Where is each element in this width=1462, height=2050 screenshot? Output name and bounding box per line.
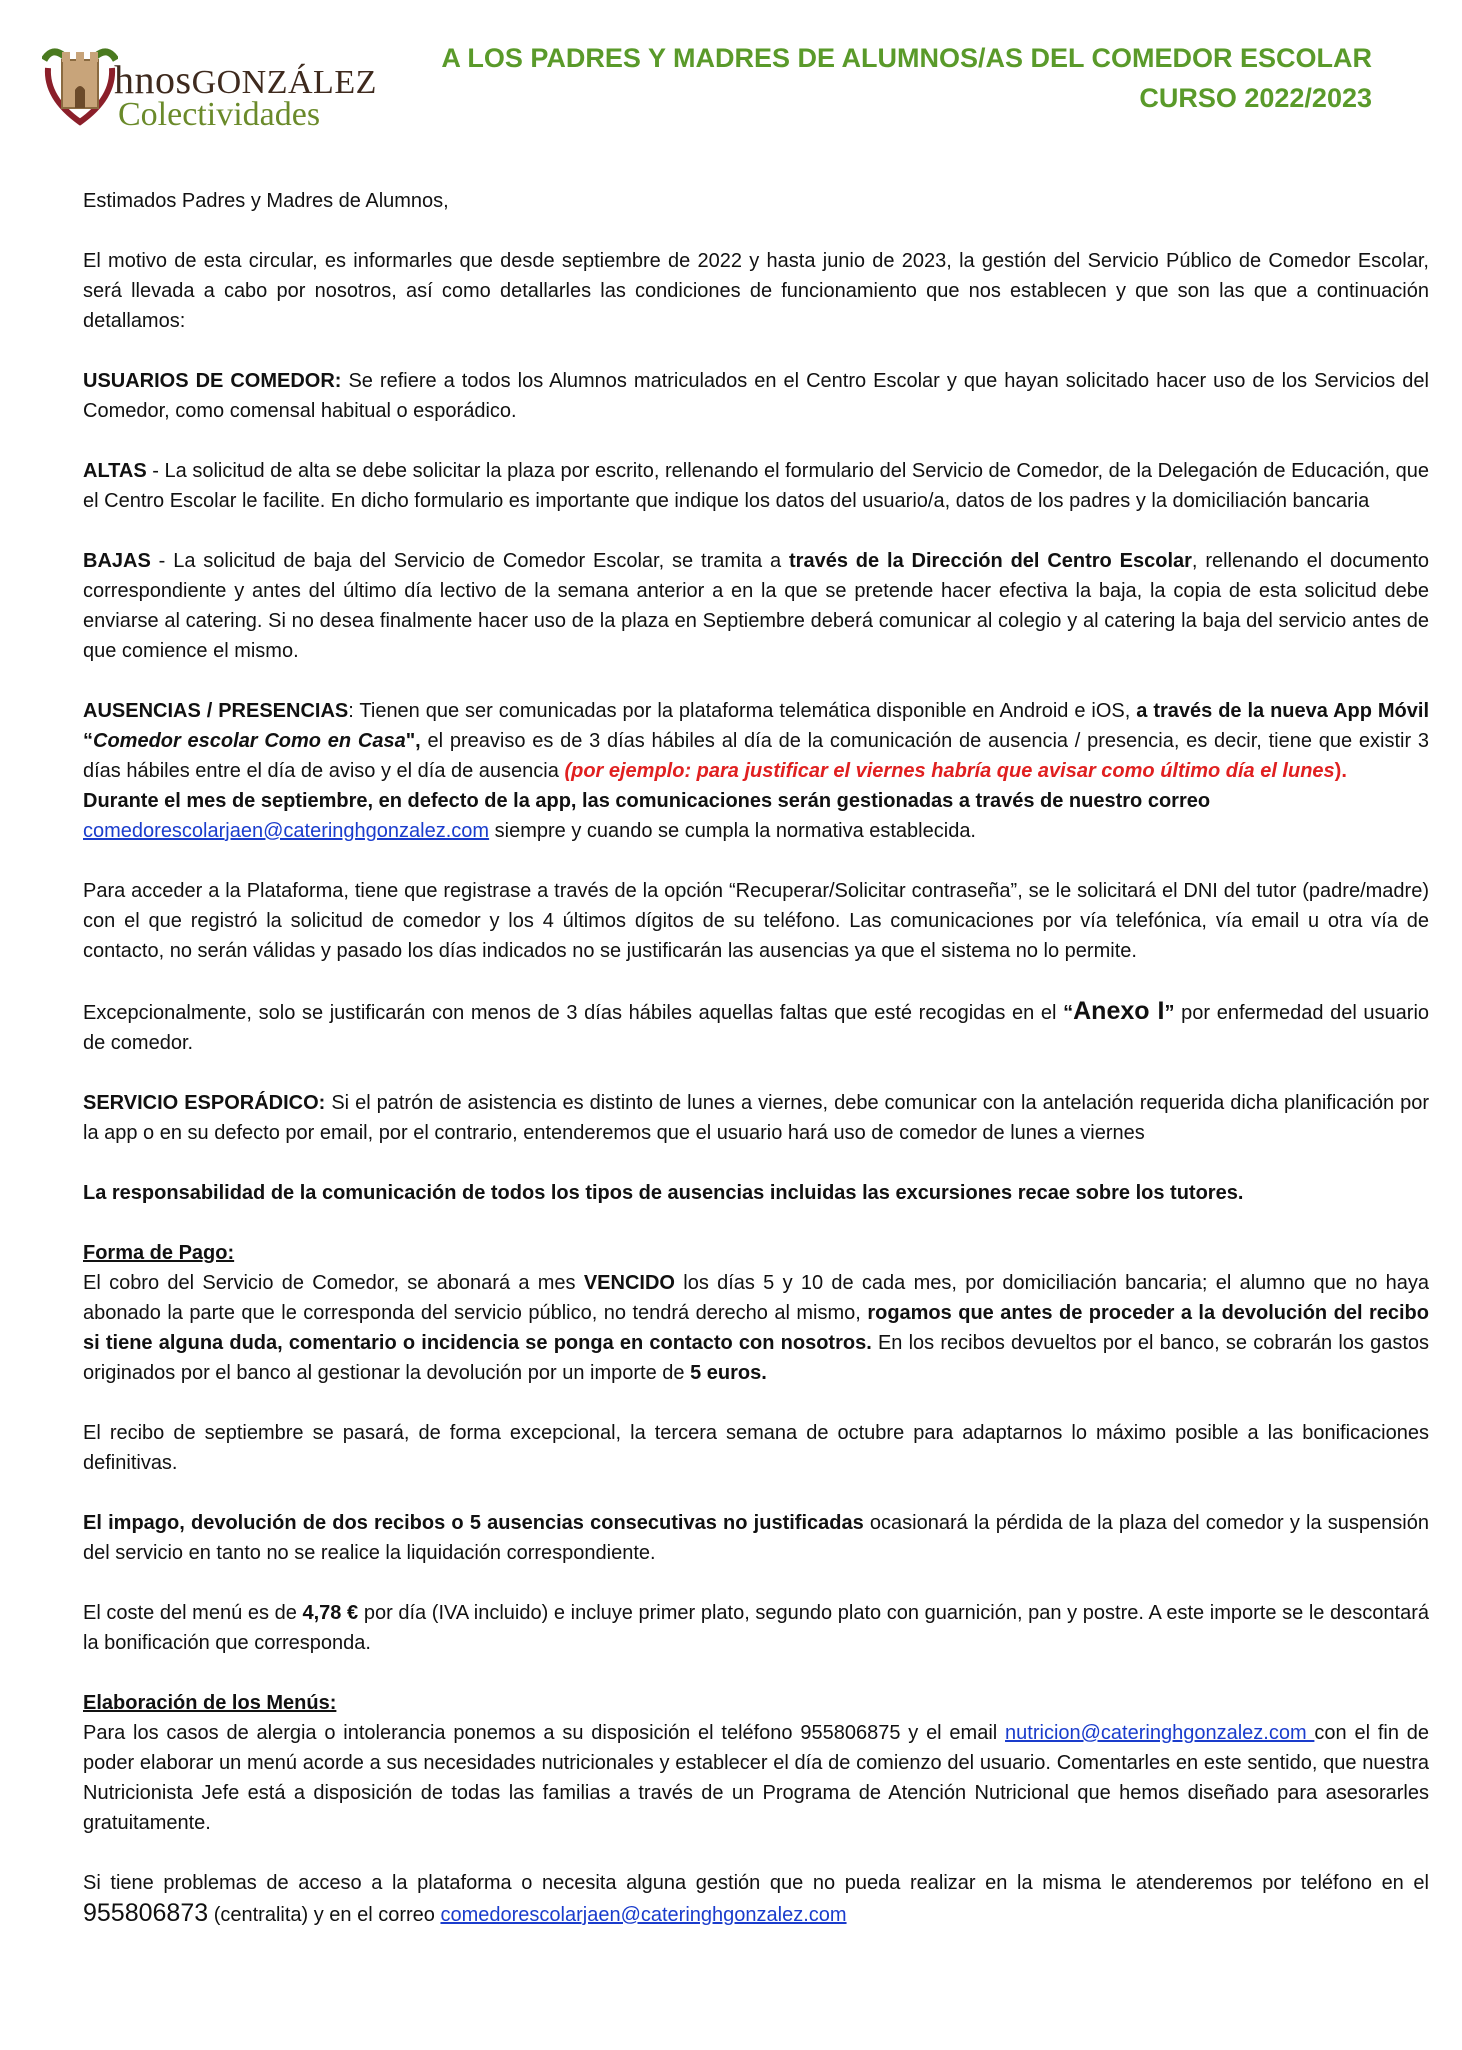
excepcional-paragraph: [83, 996, 1429, 1058]
menus-text-1: Para los casos de alergia o intolerancia ponemos a su disposición el teléfono 955806875 y el email: [83, 1722, 1006, 1744]
bajas-text-2: , rellenando el documento correspondiente y antes del último día lectivo de la semana anterior a en la que se pretende hacer efectiva la baja, la copia de esta solicitud debe enviarse al catering. Si no desea finalmente hacer uso de la plaza en Septiembre deberá comunicar al colegio y al catering la baja del servicio antes de que comience el mismo.: [83, 550, 1429, 662]
document-body: [83, 186, 1429, 1960]
ausencias-text-2: el preaviso es de 3 días hábiles al día de la comunicación de ausencia / presencia, es decir, tiene que existir 3 días hábiles entre el día de aviso y el día de ausencia: [83, 730, 1429, 782]
pago-text-2: los días 5 y 10 de cada mes, por domiciliación bancaria; el alumno que no haya abonado la parte que le corresponda del servicio público, no tendrá derecho al mismo,: [83, 1272, 1429, 1324]
document-title: [441, 38, 1372, 118]
pago-text-1: El cobro del Servicio de Comedor, se abonará a mes: [83, 1272, 584, 1294]
excep-quote-close: ”: [1164, 1002, 1175, 1024]
recibo-septiembre-paragraph: El recibo de septiembre se pasará, de forma excepcional, la tercera semana de octubre para adaptarnos lo máximo posible a las bonificaciones definitivas.: [83, 1422, 1429, 1474]
usuarios-text: Se refiere a todos los Alumnos matriculados en el Centro Escolar y que hayan solicitado hacer uso de los Servicios del Comedor, como comensal habitual o esporádico.: [83, 370, 1429, 422]
coste-text-2: por día (IVA incluido) e incluye primer plato, segundo plato con guarnición, pan y postre. A este importe se le descontará la bonificación que corresponda.: [83, 1602, 1430, 1654]
esporadico-text: Si el patrón de asistencia es distinto de lunes a viernes, debe comunicar con la antelación requerida dicha planificación por la app o en su defecto por email, por el contrario, entenderemos que el usuario hará uso de comedor de lunes a viernes: [83, 1092, 1429, 1144]
ausencias-red-note: (por ejemplo: para justificar el viernes habría que avisar como último día el lunes: [564, 760, 1335, 782]
ausencias-bold-2: ",: [405, 730, 421, 752]
altas-paragraph: [83, 456, 1429, 516]
logo-subtitle: Colectividades: [118, 96, 321, 133]
esporadico-paragraph: [83, 1088, 1429, 1148]
ausencias-label: AUSENCIAS / PRESENCIAS: [83, 700, 349, 722]
ausencias-red-end: ).: [1334, 760, 1347, 782]
castle-emblem-icon: [42, 38, 118, 128]
excep-text-2: por enfermedad del usuario de comedor.: [83, 1002, 1430, 1054]
excep-quote-open: “: [1063, 1002, 1074, 1024]
menus-heading: Elaboración de los Menús:: [83, 1692, 337, 1714]
title-line-2: CURSO 2022/2023: [1139, 83, 1372, 113]
pago-heading: Forma de Pago:: [83, 1242, 235, 1264]
contacto-text-1: Si tiene problemas de acceso a la plataforma o necesita alguna gestión que no pueda realizar en la misma le atenderemos por teléfono en el: [83, 1872, 1429, 1894]
bajas-label: BAJAS: [83, 550, 151, 572]
title-line-1: A LOS PADRES Y MADRES DE ALUMNOS/AS DEL COMEDOR ESCOLAR: [441, 43, 1372, 73]
ausencias-paragraph: [83, 696, 1429, 786]
responsabilidad-text: La responsabilidad de la comunicación de todos los tipos de ausencias incluidas las excursiones recae sobre los tutores.: [83, 1182, 1244, 1204]
email-link-1[interactable]: comedorescolarjaen@cateringhgonzalez.com: [83, 820, 490, 842]
contacto-phone: 955806873: [83, 1899, 209, 1927]
esporadico-label: SERVICIO ESPORÁDICO:: [83, 1092, 326, 1114]
document-header: [0, 0, 1462, 140]
intro-paragraph: El motivo de esta circular, es informarles que desde septiembre de 2022 y hasta junio de 2023, la gestión del Servicio Público de Comedor Escolar, será llevada a cabo por nosotros, así como detallarles las condiciones de funcionamiento que nos establecen y que son las que a continuación detallamos:: [83, 250, 1429, 332]
logo-prefix: hnos: [114, 57, 192, 102]
coste-text-1: El coste del menú es de: [83, 1602, 303, 1624]
plataforma-paragraph: Para acceder a la Plataforma, tiene que registrase a través de la opción “Recuperar/Solicitar contraseña”, se le solicitará el DNI del tutor (padre/madre) con el que registró la solicitud de comedor y los 4 últimos dígitos de su teléfono. Las comunicaciones por vía telefónica, vía email u otra vía de contacto, no serán válidas y pasado los días indicados no se justificarán las ausencias ya que el sistema no lo permite.: [83, 880, 1429, 962]
coste-price: 4,78 €: [302, 1602, 359, 1624]
email-link-2[interactable]: comedorescolarjaen@cateringhgonzalez.com: [440, 1904, 847, 1926]
impago-paragraph: [83, 1508, 1429, 1568]
ausencias-text-1: : Tienen que ser comunicadas por la plataforma telemática disponible en Android e iOS,: [348, 700, 1137, 722]
septiembre-text: siempre y cuando se cumpla la normativa establecida.: [489, 820, 976, 842]
impago-text: ocasionará la pérdida de la plaza del comedor y la suspensión del servicio en tanto no se realice la liquidación correspondiente.: [83, 1512, 1429, 1564]
pago-bold: rogamos que antes de proceder a la devolución del recibo si tiene alguna duda, comentario o incidencia se ponga en contacto con nosotros.: [83, 1302, 1429, 1354]
bajas-text-1: - La solicitud de baja del Servicio de Comedor Escolar, se tramita a: [150, 550, 789, 572]
pago-vencido: VENCIDO: [583, 1272, 675, 1294]
coste-paragraph: [83, 1598, 1429, 1658]
menus-text-2: con el fin de poder elaborar un menú acorde a sus necesidades nutricionales y establecer el día de comienzo del usuario. Comentarles en este sentido, que nuestra Nutricionista Jefe está a disposición de todas las familias a través de un Programa de Atención Nutricional que hemos diseñado para asesorarles gratuitamente.: [83, 1722, 1429, 1834]
altas-text: - La solicitud de alta se debe solicitar la plaza por escrito, rellenando el formulario del Servicio de Comedor, de la Delegación de Educación, que el Centro Escolar le facilite. En dicho formulario es importante que indique los datos del usuario/a, datos de los padres y la domiciliación bancaria: [83, 460, 1429, 512]
bajas-bold: través de la Dirección del Centro Escolar: [789, 550, 1192, 572]
menus-paragraph: [83, 1688, 1429, 1838]
email-link-nutricion[interactable]: nutricion@cateringhgonzalez.com: [1005, 1722, 1315, 1744]
company-logo: [42, 38, 402, 138]
pago-importe: 5 euros.: [690, 1362, 767, 1384]
pago-text-3: En los recibos devueltos por el banco, se cobrarán los gastos originados por el banco al gestionar la devolución por un importe de: [83, 1332, 1429, 1384]
ausencias-app-name: Comedor escolar Como en Casa: [93, 730, 406, 752]
pago-paragraph: [83, 1238, 1429, 1388]
responsabilidad-paragraph: [83, 1178, 1429, 1208]
altas-label: ALTAS: [83, 460, 147, 482]
ausencias-bold-1: a través de la nueva App Móvil “: [83, 700, 1430, 752]
usuarios-paragraph: [83, 366, 1429, 426]
impago-bold: El impago, devolución de dos recibos o 5 ausencias consecutivas no justificadas: [83, 1512, 864, 1534]
septiembre-paragraph: [83, 786, 1429, 846]
bajas-paragraph: [83, 546, 1429, 666]
contacto-text-2: (centralita) y en el correo: [208, 1904, 441, 1926]
septiembre-bold: Durante el mes de septiembre, en defecto de la app, las comunicaciones serán gestionadas a través de nuestro correo: [83, 790, 1211, 812]
excep-text-1: Excepcionalmente, solo se justificarán con menos de 3 días hábiles aquellas faltas que esté recogidas en el: [83, 1002, 1064, 1024]
usuarios-label: USUARIOS DE COMEDOR:: [83, 370, 342, 392]
logo-brand: GONZÁLEZ: [191, 64, 377, 101]
contacto-paragraph: [83, 1868, 1429, 1930]
greeting: Estimados Padres y Madres de Alumnos,: [83, 190, 449, 212]
anexo-label: Anexo I: [1073, 997, 1165, 1025]
